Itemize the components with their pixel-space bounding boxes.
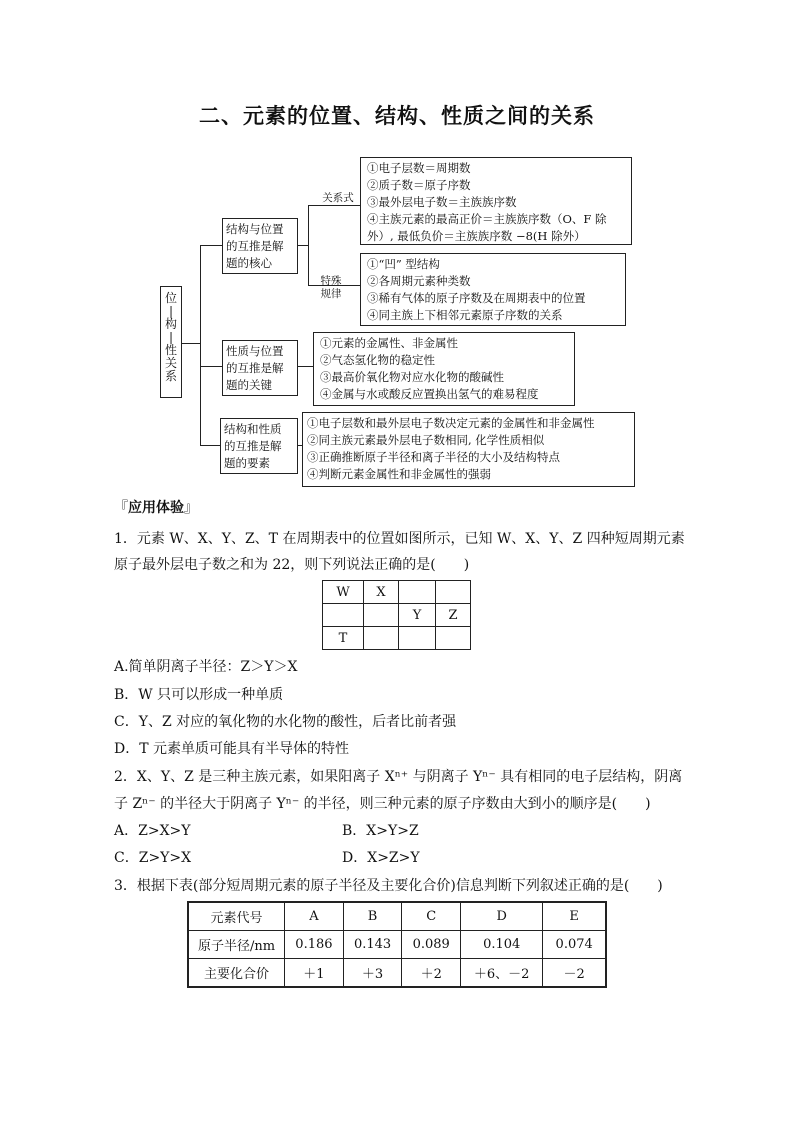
q1-option-c: C．Y、Z 对应的氧化物的水化物的酸性，后者比前者强 — [114, 714, 457, 730]
element-properties-table — [187, 901, 607, 988]
branch-label-line: 的互推是解 — [226, 361, 284, 375]
q1-option-a: A.简单阴离子半径：Z＞Y＞X — [114, 659, 298, 675]
table-row — [188, 959, 606, 988]
grid-cell: W — [323, 581, 364, 604]
branch-label-line: 的互推是解 — [226, 239, 284, 253]
list-item: ②质子数＝原子序数 — [367, 178, 471, 192]
table-row — [323, 581, 471, 604]
page-title: 二、元素的位置、结构、性质之间的关系 — [199, 104, 595, 128]
table-cell: 原子半径/nm — [188, 931, 285, 959]
q2-option-d: D．X>Z>Y — [342, 850, 420, 866]
table-header-row — [188, 902, 606, 931]
list-item: ③最高价氧化物对应水化物的酸碱性 — [320, 370, 504, 384]
root-char: 性 — [164, 343, 177, 357]
grid-cell — [436, 581, 471, 604]
table-cell: 0.143 — [343, 931, 402, 959]
branch-label-line: 结构与位置 — [226, 222, 284, 236]
branch-structure-position — [222, 218, 298, 274]
list-item: ④同主族上下相邻元素原子序数的关系 — [367, 308, 563, 322]
grid-cell — [436, 627, 471, 650]
grid-cell — [364, 604, 399, 627]
q2-option-c: C．Z>Y>X — [114, 850, 192, 866]
table-cell: 0.089 — [402, 931, 461, 959]
table-cell: 0.104 — [461, 931, 543, 959]
branch-label-line: 题的关键 — [226, 378, 272, 392]
connector-line — [200, 245, 222, 246]
section-heading — [114, 497, 198, 517]
table-cell: ＋1 — [285, 959, 344, 988]
list-item: ③最外层电子数＝主族族序数 — [367, 195, 517, 209]
grid-cell: T — [323, 627, 364, 650]
list-item: ②气态氢化物的稳定性 — [320, 353, 435, 367]
q1-line1: 1．元素 W、X、Y、Z、T 在周期表中的位置如图所示，已知 W、X、Y、Z 四种短周期元素 — [114, 531, 685, 547]
diagram-root — [160, 286, 182, 398]
connector-line — [200, 245, 201, 445]
bracket-close: 』 — [184, 500, 198, 516]
tag-relation: 关系式 — [322, 192, 354, 204]
q3-line1: 3．根据下表(部分短周期元素的原子半径及主要化合价)信息判断下列叙述正确的是( ) — [114, 878, 663, 894]
list-item: ①电子层数＝周期数 — [367, 161, 471, 175]
section-label: 应用体验 — [128, 500, 184, 516]
table-cell: ＋2 — [402, 959, 461, 988]
list-item: ④金属与水或酸反应置换出氢气的难易程度 — [320, 387, 539, 401]
connector-line — [298, 366, 313, 367]
table-cell: 0.074 — [543, 931, 606, 959]
table-cell: 主要化合价 — [188, 959, 285, 988]
header-cell: B — [343, 902, 402, 931]
branch-structure-property — [220, 418, 298, 474]
special-rule-box — [360, 253, 626, 326]
grid-cell — [323, 604, 364, 627]
q1-option-b: B．W 只可以形成一种单质 — [114, 687, 284, 703]
bracket-open: 『 — [114, 500, 128, 516]
q2-option-a: A．Z>X>Y — [114, 823, 191, 839]
connector-line — [308, 205, 360, 206]
branch-label-line: 结构和性质 — [224, 422, 282, 436]
root-char: | — [168, 330, 174, 344]
root-char: 关 — [164, 356, 177, 370]
list-item: ③稀有气体的原子序数及在周期表中的位置 — [367, 291, 586, 305]
property-box — [313, 332, 575, 406]
root-char: 构 — [164, 317, 177, 331]
branch-label-line: 题的要素 — [224, 456, 270, 470]
list-item: ①电子层数和最外层电子数决定元素的金属性和非金属性 — [307, 416, 595, 430]
table-cell: ＋6、－2 — [461, 959, 543, 988]
list-item: ②各周期元素种类数 — [367, 274, 471, 288]
header-cell: A — [285, 902, 344, 931]
grid-cell — [399, 581, 436, 604]
list-item: ①元素的金属性、非金属性 — [320, 336, 458, 350]
root-char: 位 — [164, 291, 177, 305]
list-item: ①“凹” 型结构 — [367, 257, 440, 271]
q1-line2: 原子最外层电子数之和为 22，则下列说法正确的是( ) — [114, 557, 470, 573]
table-cell: ＋3 — [343, 959, 402, 988]
relation-box — [360, 157, 632, 245]
q2-line2: 子 Zⁿ⁻ 的半径大于阴离子 Yⁿ⁻ 的半径，则三种元素的原子序数由大到小的顺序是( ) — [114, 796, 651, 812]
branch-property-position — [222, 340, 298, 396]
header-cell: C — [402, 902, 461, 931]
root-char: | — [168, 304, 174, 318]
q1-option-d: D．T 元素单质可能具有半导体的特性 — [114, 741, 350, 757]
q2-line1: 2．X、Y、Z 是三种主族元素，如果阳离子 Xⁿ⁺ 与阴离子 Yⁿ⁻ 具有相同的电子层结构，阴离 — [114, 769, 683, 785]
grid-cell: X — [364, 581, 399, 604]
grid-cell: Y — [399, 604, 436, 627]
grid-cell — [364, 627, 399, 650]
header-cell: E — [543, 902, 606, 931]
table-row — [323, 627, 471, 650]
branch-label-line: 题的核心 — [226, 256, 272, 270]
tag-special-rule: 特殊 规律 — [320, 275, 342, 300]
connector-line — [200, 366, 222, 367]
table-cell: 0.186 — [285, 931, 344, 959]
list-item: ③正确推断原子半径和离子半径的大小及结构特点 — [307, 450, 560, 464]
grid-cell: Z — [436, 604, 471, 627]
grid-cell — [399, 627, 436, 650]
table-cell: －2 — [543, 959, 606, 988]
periodic-position-grid — [322, 580, 471, 650]
connector-line — [200, 445, 222, 446]
connector-line — [182, 343, 200, 344]
structure-property-box — [302, 412, 635, 487]
list-item: ②同主族元素最外层电子数相同, 化学性质相似 — [307, 433, 545, 447]
header-cell: D — [461, 902, 543, 931]
connector-line — [308, 205, 309, 285]
root-char: 系 — [164, 369, 177, 383]
header-cell: 元素代号 — [188, 902, 285, 931]
branch-label-line: 的互推是解 — [224, 439, 282, 453]
connector-line — [298, 245, 308, 246]
table-row — [188, 931, 606, 959]
list-item: ④判断元素金属性和非金属性的强弱 — [307, 467, 491, 481]
branch-label-line: 性质与位置 — [226, 344, 284, 358]
list-item: 外）, 最低负价＝主族族序数 −8(H 除外） — [367, 229, 586, 243]
q2-option-b: B．X>Y>Z — [342, 823, 419, 839]
list-item: ④主族元素的最高正价＝主族族序数（O、F 除 — [367, 212, 607, 226]
table-row — [323, 604, 471, 627]
